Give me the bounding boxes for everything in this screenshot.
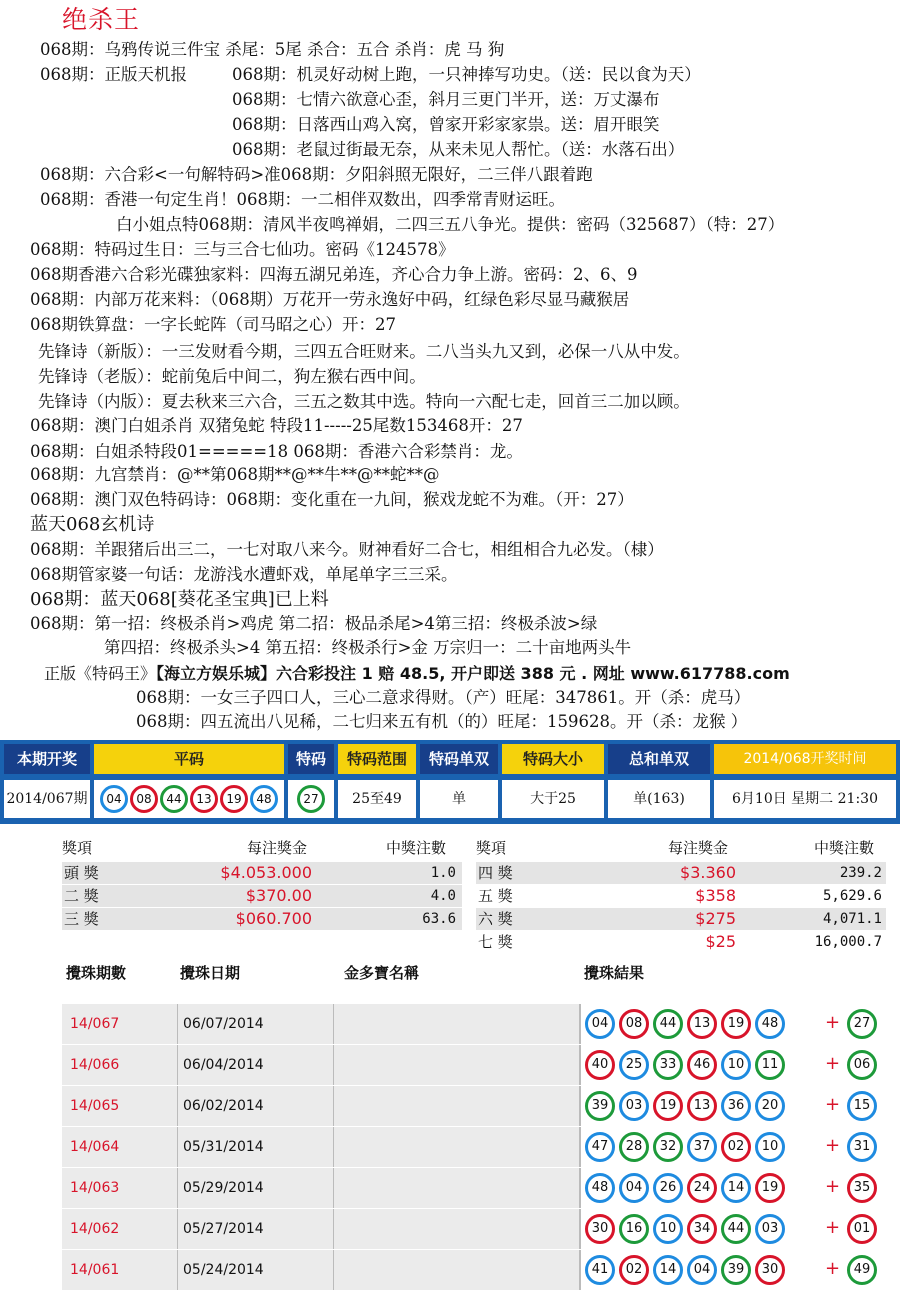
plus-icon: + <box>825 1258 841 1279</box>
history-name <box>334 1086 580 1126</box>
draw-special <box>288 780 334 818</box>
header-special: 特码 <box>288 744 334 774</box>
text-line: 068期：乌鸦传说三件宝 杀尾：5尾 杀合：五合 杀肖：虎 马 狗 <box>40 40 505 59</box>
history-period: 14/063 <box>62 1168 178 1208</box>
text-line: 068期香港六合彩光碟独家料：四海五湖兄弟连，齐心合力争上游。密码：2、6、9 <box>30 265 638 284</box>
text-line: 068期：机灵好动树上跑，一只神捧写功史。（送：民以食为天） <box>232 65 701 84</box>
promo-line <box>44 662 790 686</box>
lottery-ball: 44 <box>721 1214 751 1244</box>
table-row <box>62 1127 884 1167</box>
draw-size: 大于25 <box>502 780 604 818</box>
lottery-ball: 24 <box>687 1173 717 1203</box>
history-date: 06/07/2014 <box>178 1004 334 1044</box>
text-line: 068期：内部万花来料：（068期）万花开一劳永逸好中码，红绿色彩尽显马藏猴居 <box>30 290 630 309</box>
history-result <box>580 1209 885 1249</box>
special-ball: 06 <box>847 1050 877 1080</box>
lottery-ball: 39 <box>721 1255 751 1285</box>
prize-header-count: 中獎注數 <box>386 839 447 857</box>
prize-count: 4,071.1 <box>822 911 882 927</box>
text-line: 068期：香港一句定生肖！068期：一二相伴双数出，四季常青财运旺。 <box>40 190 565 209</box>
special-ball: 49 <box>847 1255 877 1285</box>
prize-name: 五 獎 <box>478 887 513 905</box>
lottery-ball: 08 <box>619 1009 649 1039</box>
history-header-period: 攪珠期數 <box>66 964 127 982</box>
lottery-ball: 26 <box>653 1173 683 1203</box>
history-period: 14/064 <box>62 1127 178 1167</box>
header-range: 特码范围 <box>338 744 416 774</box>
draw-period: 2014/067期 <box>4 780 90 818</box>
plus-icon: + <box>825 1217 841 1238</box>
prize-name: 七 獎 <box>478 933 513 951</box>
page-title: 绝杀王 <box>62 5 141 34</box>
text-line: 068期：九宫禁肖：@**第068期**@**牛**@**蛇**@ <box>30 465 440 484</box>
lottery-ball: 32 <box>653 1132 683 1162</box>
table-row <box>62 1004 884 1044</box>
lottery-ball: 44 <box>653 1009 683 1039</box>
lottery-ball: 30 <box>585 1214 615 1244</box>
draw-next-time: 6月10日 星期二 21:30 <box>714 780 896 818</box>
prize-amount: $060.700 <box>235 909 312 928</box>
prize-header-amount: 每注獎金 <box>247 839 308 857</box>
lottery-ball: 13 <box>687 1009 717 1039</box>
prize-count: 239.2 <box>839 865 882 881</box>
history-date: 05/24/2014 <box>178 1250 334 1290</box>
text-line: 068期：特码过生日：三与三合七仙功。密码《124578》 <box>30 240 455 259</box>
lottery-ball: 14 <box>721 1173 751 1203</box>
lottery-ball: 46 <box>687 1050 717 1080</box>
prize-name: 三 獎 <box>64 910 99 928</box>
lottery-ball: 02 <box>619 1255 649 1285</box>
prize-row <box>476 931 886 953</box>
prize-row <box>476 885 886 907</box>
lottery-ball: 13 <box>687 1091 717 1121</box>
text-line: 068期：第一招：终极杀肖>鸡虎 第二招：极品杀尾>4第三招：终极杀波>绿 <box>30 614 598 633</box>
history-name <box>334 1209 580 1249</box>
history-header-result: 攪珠結果 <box>584 964 645 982</box>
prize-amount: $358 <box>695 886 736 905</box>
table-row <box>62 1086 884 1126</box>
prize-table-right <box>476 836 886 956</box>
lottery-ball: 33 <box>653 1050 683 1080</box>
lottery-ball: 47 <box>585 1132 615 1162</box>
lottery-ball: 08 <box>130 785 158 813</box>
prize-amount: $3.360 <box>680 863 736 882</box>
prize-name: 四 獎 <box>478 864 513 882</box>
lottery-ball: 03 <box>755 1214 785 1244</box>
prize-count: 4.0 <box>430 888 456 904</box>
lottery-ball: 19 <box>755 1173 785 1203</box>
table-row <box>62 1045 884 1085</box>
history-date: 05/31/2014 <box>178 1127 334 1167</box>
text-line: 068期：澳门双色特码诗：068期：变化重在一九间，猴戏龙蛇不为难。（开：27） <box>30 490 634 509</box>
lottery-ball: 28 <box>619 1132 649 1162</box>
draw-odd-even: 单 <box>420 780 498 818</box>
text-line: 068期：六合彩<一句解特码>准068期：夕阳斜照无限好，二三伴八跟着跑 <box>40 165 593 184</box>
lottery-ball: 48 <box>250 785 278 813</box>
history-date: 06/02/2014 <box>178 1086 334 1126</box>
plus-icon: + <box>825 1053 841 1074</box>
history-result <box>580 1250 885 1290</box>
lottery-ball: 13 <box>190 785 218 813</box>
history-name <box>334 1045 580 1085</box>
lottery-ball: 37 <box>687 1132 717 1162</box>
lottery-ball: 14 <box>653 1255 683 1285</box>
prize-header-amount: 每注獎金 <box>668 839 729 857</box>
text-line: 第四招：终极杀头>4 第五招：终极杀行>金 万宗归一：二十亩地两头牛 <box>104 638 632 657</box>
special-ball: 15 <box>847 1091 877 1121</box>
history-period: 14/067 <box>62 1004 178 1044</box>
draw-sum: 单(163) <box>608 780 710 818</box>
draw-range: 25至49 <box>338 780 416 818</box>
history-header-name: 金多寶名稱 <box>344 964 420 982</box>
prize-header-name: 獎項 <box>62 839 93 857</box>
lottery-ball: 30 <box>755 1255 785 1285</box>
history-name <box>334 1127 580 1167</box>
text-line: 068期：澳门白姐杀肖 双猪兔蛇 特段11-----25尾数153468开：27 <box>30 416 523 435</box>
history-result <box>580 1086 885 1126</box>
text-line: 068期：羊跟猪后出三二，一七对取八来今。财神看好二合七，相组相合九必发。（棣） <box>30 540 664 559</box>
prize-amount: $370.00 <box>245 886 312 905</box>
lottery-ball: 19 <box>220 785 248 813</box>
lottery-ball: 48 <box>585 1173 615 1203</box>
lottery-ball: 20 <box>755 1091 785 1121</box>
current-draw-table <box>0 740 900 824</box>
text-line: 068期：一女三子四口人，三心二意求得财。（产）旺尾：347861。开（杀：虎马） <box>136 688 751 707</box>
text-line: 068期：老鼠过街最无奈，从来未见人帮忙。（送：水落石出） <box>232 140 685 159</box>
draw-numbers <box>94 780 284 818</box>
prize-row <box>62 908 462 930</box>
history-period: 14/065 <box>62 1086 178 1126</box>
history-result <box>580 1127 885 1167</box>
lottery-ball: 40 <box>585 1050 615 1080</box>
prize-count: 5,629.6 <box>822 888 882 904</box>
lottery-ball: 04 <box>100 785 128 813</box>
text-line: 先锋诗（新版）：一三发财看今期，三四五合旺财来。二八当头九又到，必保一八从中发。 <box>38 342 690 361</box>
header-sum: 总和单双 <box>608 744 710 774</box>
prize-amount: $275 <box>695 909 736 928</box>
prize-header-name: 獎項 <box>476 839 507 857</box>
lottery-ball: 04 <box>585 1009 615 1039</box>
text-line: 068期：蓝天068[葵花圣宝典]已上料 <box>30 589 329 610</box>
prize-row <box>476 908 886 930</box>
prize-table-left <box>62 836 462 936</box>
plus-icon: + <box>825 1135 841 1156</box>
text-line: 068期：日落西山鸡入窝，曾家开彩家家祟。送：眉开眼笑 <box>232 115 660 134</box>
special-ball: 35 <box>847 1173 877 1203</box>
lottery-ball: 41 <box>585 1255 615 1285</box>
lottery-ball: 11 <box>755 1050 785 1080</box>
lottery-ball: 19 <box>721 1009 751 1039</box>
header-current: 本期开奖 <box>4 744 90 774</box>
prize-name: 六 獎 <box>478 910 513 928</box>
prize-count: 63.6 <box>422 911 456 927</box>
history-result <box>580 1168 885 1208</box>
text-line: 先锋诗（老版）：蛇前兔后中间二，狗左猴右西中间。 <box>38 367 426 386</box>
history-header-date: 攪珠日期 <box>180 964 241 982</box>
prize-amount: $4.053.000 <box>220 863 312 882</box>
lottery-ball: 03 <box>619 1091 649 1121</box>
text-line: 白小姐点特068期：清风半夜鸣禅娟，二四三五八争光。提供：密码（325687）（特：27） <box>116 215 785 234</box>
special-ball: 01 <box>847 1214 877 1244</box>
prize-header-count: 中獎注數 <box>814 839 875 857</box>
lottery-ball: 34 <box>687 1214 717 1244</box>
history-result <box>580 1004 885 1044</box>
lottery-ball: 48 <box>755 1009 785 1039</box>
prize-row <box>62 862 462 884</box>
lottery-ball: 10 <box>653 1214 683 1244</box>
plus-icon: + <box>825 1012 841 1033</box>
text-line: 068期铁算盘：一字长蛇阵（司马昭之心）开：27 <box>30 315 396 334</box>
prize-name: 頭 獎 <box>64 864 99 882</box>
text-line: 先锋诗（内版）：夏去秋来三六合，三五之数其中选。特向一六配七走，回首三二加以顾。 <box>38 392 690 411</box>
table-row <box>62 1209 884 1249</box>
prize-count: 1.0 <box>430 865 456 881</box>
header-next-time: 2014/068开奖时间 <box>714 744 896 774</box>
lottery-ball: 19 <box>653 1091 683 1121</box>
special-ball: 27 <box>847 1009 877 1039</box>
plus-icon: + <box>825 1094 841 1115</box>
prize-count: 16,000.7 <box>814 934 882 950</box>
history-date: 06/04/2014 <box>178 1045 334 1085</box>
header-odd-even: 特码单双 <box>420 744 498 774</box>
promo-text: 【海立方娱乐城】六合彩投注 1 赔 48.5, 开户即送 388 元 . 网址 www.617788.com <box>156 664 790 683</box>
special-ball: 27 <box>297 785 325 813</box>
lottery-ball: 25 <box>619 1050 649 1080</box>
text-line: 蓝天068玄机诗 <box>30 514 155 535</box>
history-date: 05/29/2014 <box>178 1168 334 1208</box>
history-name <box>334 1004 580 1044</box>
prize-name: 二 獎 <box>64 887 99 905</box>
special-ball: 31 <box>847 1132 877 1162</box>
header-size: 特码大小 <box>502 744 604 774</box>
text-line: 068期：正版天机报 <box>40 65 187 84</box>
lottery-ball: 10 <box>721 1050 751 1080</box>
history-name <box>334 1250 580 1290</box>
history-period: 14/062 <box>62 1209 178 1249</box>
history-period: 14/066 <box>62 1045 178 1085</box>
table-row <box>62 1168 884 1208</box>
text-line: 068期：四五流出八见稀，二七归来五有机（的）旺尾：159628。开（杀：龙猴 ） <box>136 712 748 731</box>
header-regular: 平码 <box>94 744 284 774</box>
history-result <box>580 1045 885 1085</box>
lottery-ball: 39 <box>585 1091 615 1121</box>
history-period: 14/061 <box>62 1250 178 1290</box>
lottery-ball: 04 <box>619 1173 649 1203</box>
lottery-ball: 04 <box>687 1255 717 1285</box>
plus-icon: + <box>825 1176 841 1197</box>
lottery-ball: 44 <box>160 785 188 813</box>
lottery-ball: 10 <box>755 1132 785 1162</box>
lottery-ball: 02 <box>721 1132 751 1162</box>
prize-row <box>62 885 462 907</box>
text-line: 068期：白姐杀特段01=====18 068期：香港六合彩禁肖：龙。 <box>30 442 523 461</box>
prize-row <box>476 862 886 884</box>
history-date: 05/27/2014 <box>178 1209 334 1249</box>
prize-amount: $25 <box>705 932 736 951</box>
table-row <box>62 1250 884 1290</box>
promo-prefix: 正版《特码王》 <box>44 664 157 683</box>
text-line: 068期管家婆一句话：龙游浅水遭虾戏，单尾单字三三采。 <box>30 565 458 584</box>
text-line: 068期：七情六欲意心歪，斜月三更门半开，送：万丈瀑布 <box>232 90 660 109</box>
lottery-ball: 36 <box>721 1091 751 1121</box>
lottery-ball: 16 <box>619 1214 649 1244</box>
history-name <box>334 1168 580 1208</box>
